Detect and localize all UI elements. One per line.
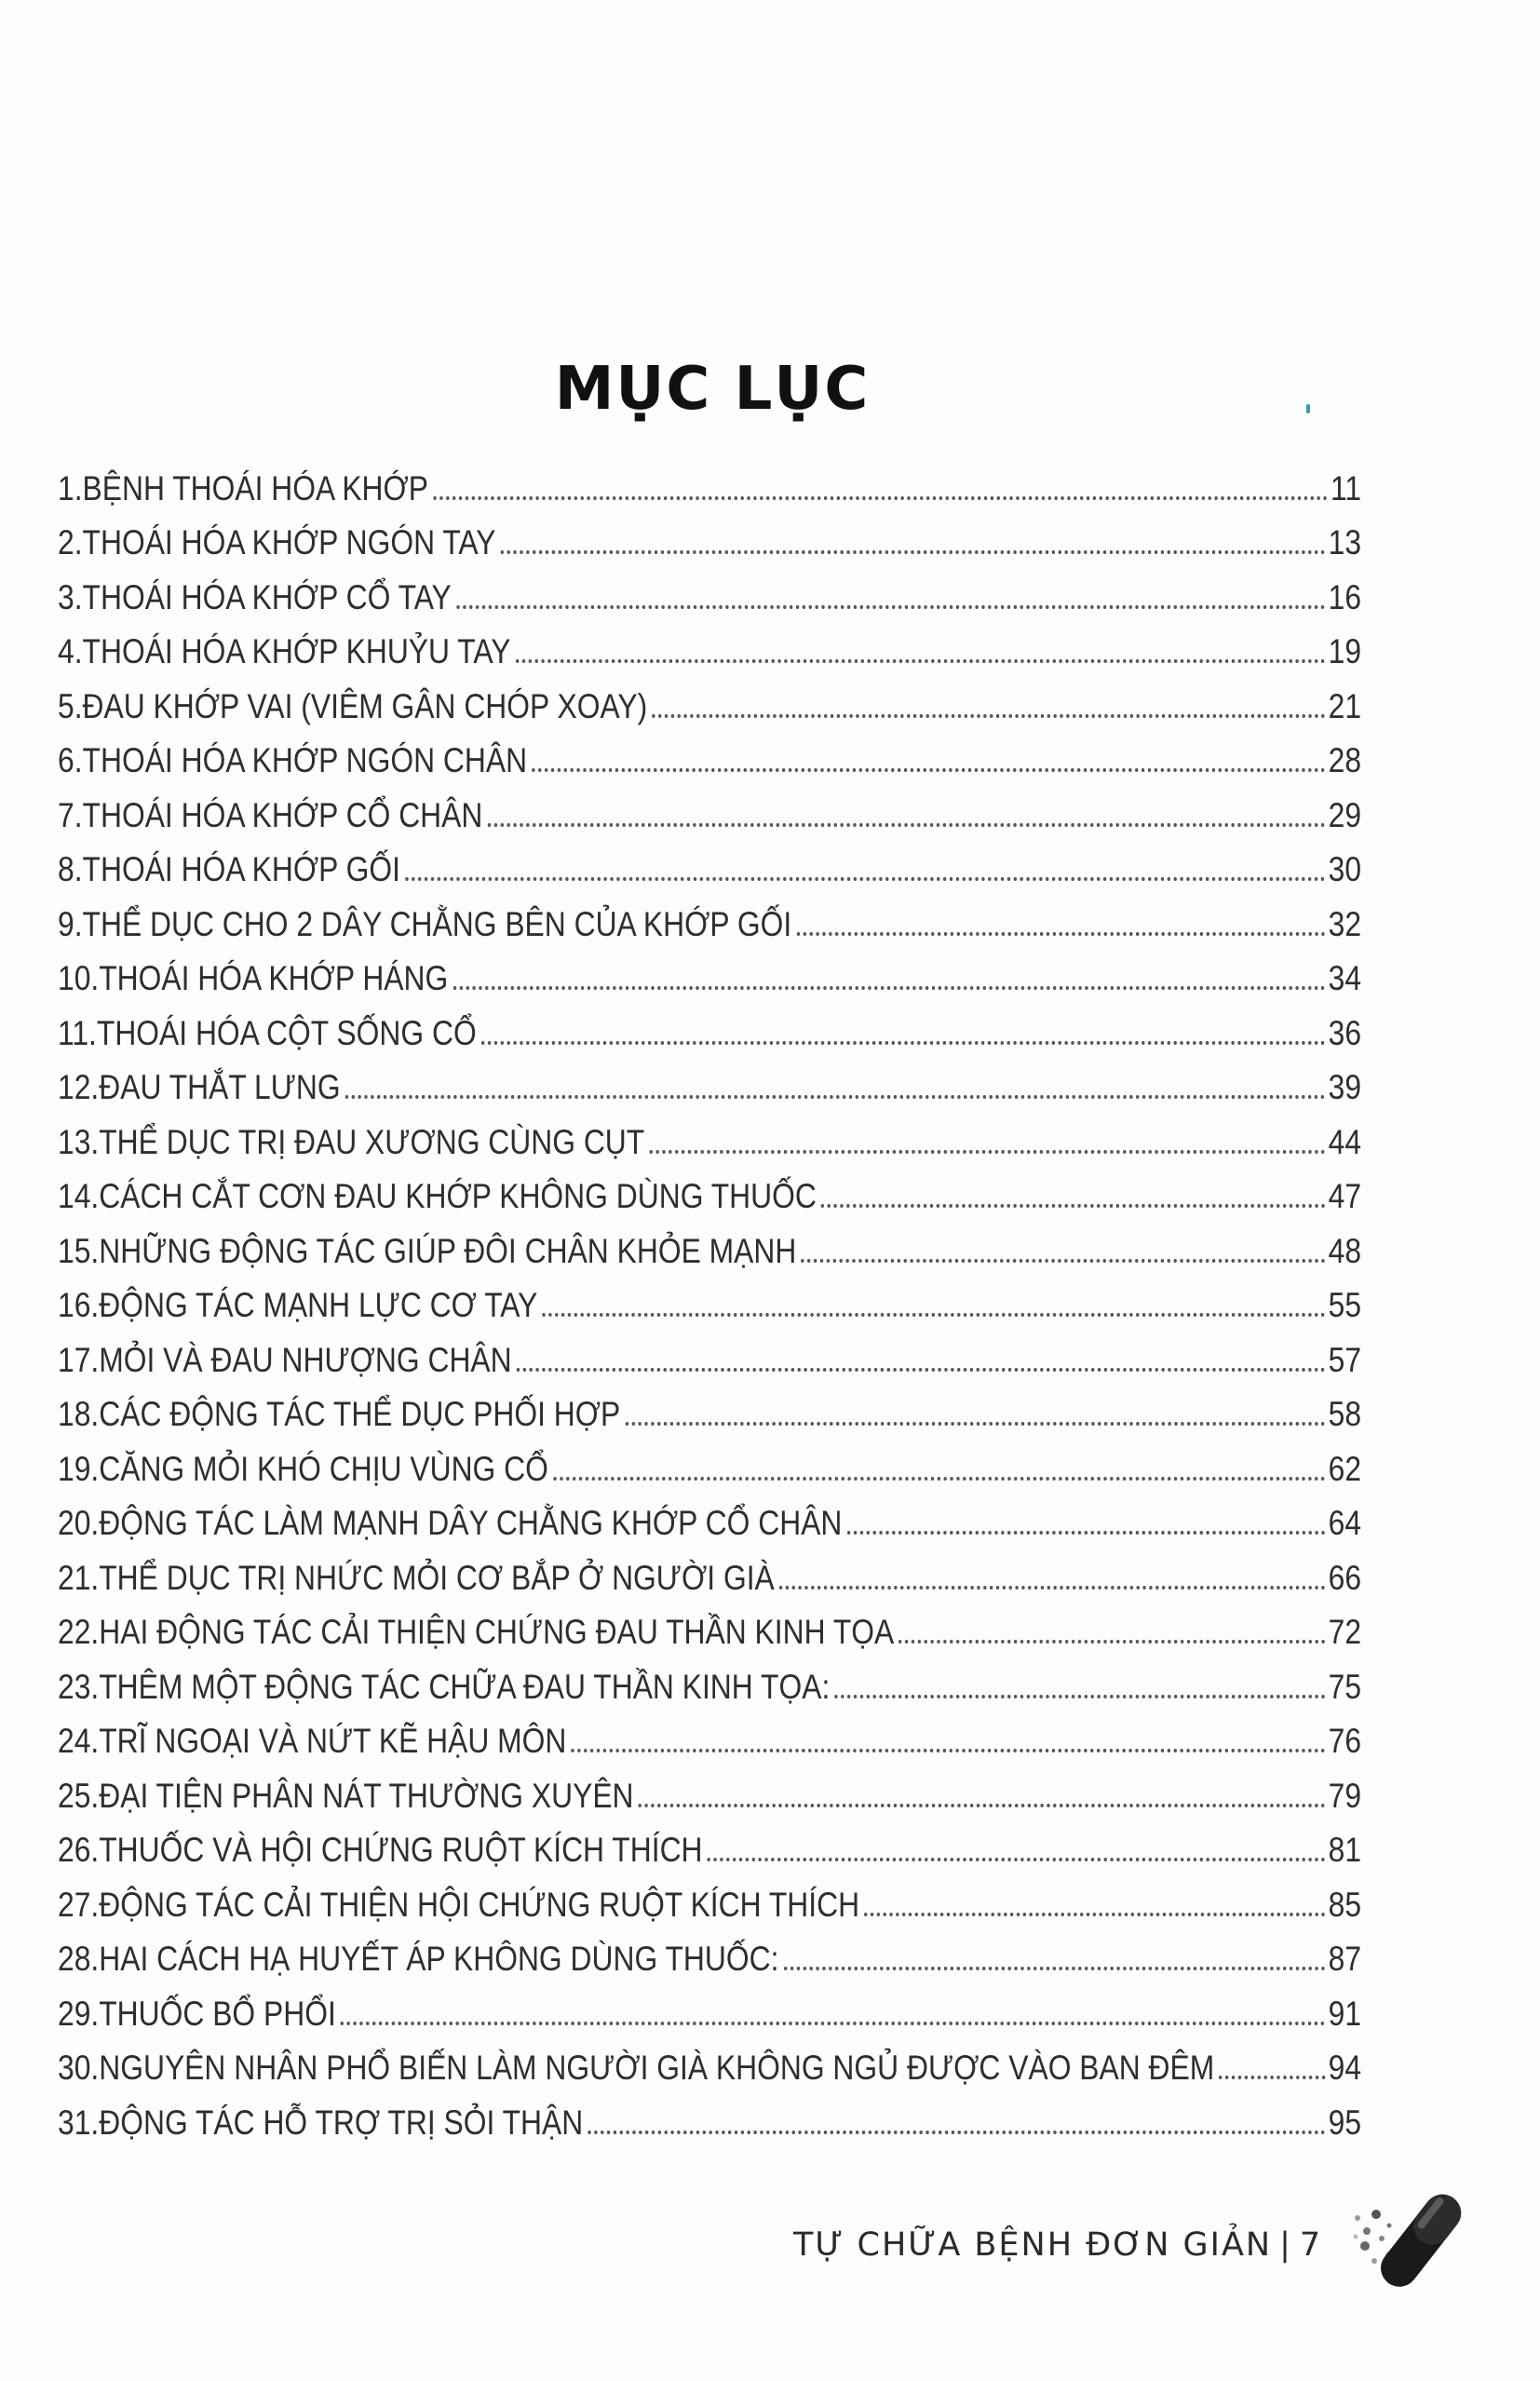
toc-entry-title: THOÁI HÓA KHỚP KHUỶU TAY bbox=[82, 632, 511, 670]
toc-entry-number: 15. bbox=[58, 1231, 100, 1270]
toc-entry-page: 36 bbox=[1328, 1013, 1362, 1052]
toc-entry-title: ĐẠI TIỆN PHÂN NÁT THƯỜNG XUYÊN bbox=[99, 1776, 634, 1815]
dot-leader bbox=[433, 496, 1327, 500]
dot-leader bbox=[341, 2022, 1325, 2025]
toc-entry-page: 44 bbox=[1328, 1122, 1362, 1161]
toc-entry[interactable] bbox=[58, 1761, 1361, 1816]
toc-entry[interactable] bbox=[58, 617, 1361, 672]
toc-entry-title: CÁCH CẮT CƠN ĐAU KHỚP KHÔNG DÙNG THUỐC bbox=[99, 1177, 817, 1215]
dot-leader bbox=[481, 1041, 1325, 1045]
toc-entry-page: 28 bbox=[1328, 741, 1362, 779]
toc-entry-title: THOÁI HÓA KHỚP NGÓN CHÂN bbox=[82, 741, 528, 779]
toc-entry[interactable] bbox=[58, 1053, 1361, 1108]
dot-leader bbox=[345, 1095, 1325, 1099]
dot-leader bbox=[801, 1259, 1325, 1263]
dot-leader bbox=[1219, 2076, 1325, 2079]
toc-entry-number: 6. bbox=[58, 741, 83, 779]
dot-leader bbox=[847, 1531, 1326, 1535]
toc-entry-title: THOÁI HÓA KHỚP HÁNG bbox=[99, 959, 449, 997]
toc-entry-number: 26. bbox=[58, 1831, 100, 1869]
dot-leader bbox=[864, 1913, 1325, 1916]
toc-entry-title: ĐỘNG TÁC CẢI THIỆN HỘI CHỨNG RUỘT KÍCH THÍCH bbox=[99, 1885, 860, 1924]
toc-entry-title: ĐỘNG TÁC HỖ TRỢ TRỊ SỎI THẬN bbox=[99, 2103, 584, 2142]
dot-leader bbox=[784, 1967, 1326, 1970]
toc-entry[interactable] bbox=[58, 780, 1361, 835]
running-footer bbox=[793, 2226, 1322, 2264]
page-title: MỤC LỤC bbox=[554, 354, 871, 424]
toc-entry-number: 31. bbox=[58, 2103, 100, 2142]
toc-entry-number: 8. bbox=[58, 850, 83, 888]
toc-entry-page: 64 bbox=[1328, 1504, 1362, 1542]
toc-entry-number: 12. bbox=[58, 1068, 100, 1106]
toc-entry-page: 76 bbox=[1328, 1722, 1362, 1760]
dot-leader bbox=[834, 1695, 1325, 1698]
toc-entry-title: THUỐC BỔ PHỔI bbox=[99, 1994, 336, 2033]
toc-entry[interactable] bbox=[58, 1107, 1361, 1162]
toc-entry[interactable] bbox=[58, 1434, 1361, 1489]
toc-entry-title: THUỐC VÀ HỘI CHỨNG RUỘT KÍCH THÍCH bbox=[99, 1831, 703, 1869]
toc-entry-page: 32 bbox=[1328, 904, 1362, 943]
toc-entry-number: 13. bbox=[58, 1122, 100, 1161]
toc-entry-page: 11 bbox=[1331, 468, 1362, 507]
toc-entry-page: 29 bbox=[1328, 795, 1362, 834]
dot-leader bbox=[516, 659, 1326, 663]
toc-entry-title: ĐAU THẮT LƯNG bbox=[99, 1068, 341, 1106]
dot-leader bbox=[821, 1204, 1325, 1208]
toc-entry-number: 30. bbox=[58, 2049, 100, 2087]
dot-leader bbox=[898, 1640, 1325, 1644]
toc-entry[interactable] bbox=[58, 2034, 1361, 2089]
dot-leader bbox=[708, 1858, 1326, 1861]
dot-leader bbox=[649, 1150, 1325, 1154]
toc-entry-number: 9. bbox=[58, 904, 83, 943]
toc-entry[interactable] bbox=[58, 1325, 1361, 1380]
toc-entry-title: THOÁI HÓA CỘT SỐNG CỔ bbox=[96, 1013, 477, 1052]
toc-entry-number: 3. bbox=[58, 577, 83, 616]
toc-entry-number: 27. bbox=[58, 1885, 100, 1924]
dot-leader bbox=[453, 986, 1325, 990]
toc-entry-page: 21 bbox=[1328, 686, 1362, 725]
toc-entry[interactable] bbox=[58, 1380, 1361, 1435]
toc-entry[interactable] bbox=[58, 1979, 1361, 2034]
dot-leader bbox=[652, 714, 1325, 718]
toc-entry-title: THỂ DỤC TRỊ ĐAU XƯƠNG CÙNG CỤT bbox=[99, 1122, 645, 1161]
toc-entry-number: 17. bbox=[58, 1340, 100, 1379]
toc-entry-page: 85 bbox=[1328, 1885, 1362, 1924]
toc-entry-title: NHỮNG ĐỘNG TÁC GIÚP ĐÔI CHÂN KHỎE MẠNH bbox=[99, 1231, 797, 1270]
toc-entry-page: 58 bbox=[1328, 1395, 1362, 1433]
toc-entry-title: CĂNG MỎI KHÓ CHỊU VÙNG CỔ bbox=[99, 1449, 548, 1488]
toc-entry-page: 19 bbox=[1328, 632, 1362, 670]
toc-entry-number: 24. bbox=[58, 1722, 100, 1760]
dot-leader bbox=[588, 2131, 1325, 2134]
toc-entry-title: THOÁI HÓA KHỚP NGÓN TAY bbox=[82, 523, 496, 561]
toc-entry-title: TRĨ NGOẠI VÀ NỨT KẼ HẬU MÔN bbox=[99, 1722, 567, 1760]
toc-entry-title: THOÁI HÓA KHỚP GỐI bbox=[82, 850, 400, 888]
toc-entry-number: 14. bbox=[58, 1177, 100, 1215]
toc-entry-page: 79 bbox=[1328, 1776, 1362, 1815]
toc-entry[interactable] bbox=[58, 508, 1361, 563]
footer-book-title: TỰ CHỮA BỆNH ĐƠN GIẢN bbox=[793, 2226, 1273, 2264]
toc-entry[interactable] bbox=[58, 671, 1361, 726]
toc-entry-number: 7. bbox=[58, 795, 83, 834]
toc-entry-title: THOÁI HÓA KHỚP CỔ TAY bbox=[82, 577, 452, 616]
toc-entry[interactable] bbox=[58, 562, 1361, 617]
toc-entry-title: THỂ DỤC CHO 2 DÂY CHẰNG BÊN CỦA KHỚP GỐI bbox=[82, 904, 792, 943]
dot-leader bbox=[796, 932, 1325, 936]
toc-entry-page: 95 bbox=[1328, 2103, 1362, 2142]
toc-entry-title: NGUYÊN NHÂN PHỔ BIẾN LÀM NGƯỜI GIÀ KHÔNG NGỦ ĐƯỢC VÀO BAN ĐÊM bbox=[99, 2049, 1215, 2087]
toc-entry-page: 87 bbox=[1328, 1940, 1362, 1978]
toc-entry-page: 48 bbox=[1328, 1231, 1362, 1270]
toc-entry[interactable] bbox=[58, 2088, 1361, 2143]
toc-entry-number: 18. bbox=[58, 1395, 100, 1433]
toc-entry-page: 91 bbox=[1328, 1994, 1362, 2033]
toc-entry-page: 62 bbox=[1328, 1449, 1362, 1488]
toc-entry-page: 81 bbox=[1328, 1831, 1362, 1869]
toc-entry-title: THỂ DỤC TRỊ NHỨC MỎI CƠ BẮP Ở NGƯỜI GIÀ bbox=[99, 1558, 775, 1597]
toc-entry[interactable] bbox=[58, 1216, 1361, 1271]
toc-entry[interactable] bbox=[58, 1162, 1361, 1217]
toc-entry-title: ĐỘNG TÁC LÀM MẠNH DÂY CHẰNG KHỚP CỔ CHÂN bbox=[99, 1504, 843, 1542]
toc-entry-title: BỆNH THOÁI HÓA KHỚP bbox=[82, 468, 429, 507]
toc-entry[interactable] bbox=[58, 1816, 1361, 1871]
toc-entry-number: 11. bbox=[58, 1013, 97, 1052]
toc-entry-page: 75 bbox=[1328, 1667, 1362, 1706]
toc-entry[interactable] bbox=[58, 835, 1361, 890]
toc-entry-number: 1. bbox=[58, 468, 83, 507]
toc-entry[interactable] bbox=[58, 1543, 1361, 1598]
toc-entry-number: 23. bbox=[58, 1667, 100, 1706]
toc-entry-title: MỎI VÀ ĐAU NHƯỢNG CHÂN bbox=[99, 1340, 512, 1379]
toc-entry-page: 30 bbox=[1328, 850, 1362, 888]
toc-entry[interactable] bbox=[58, 1652, 1361, 1707]
toc-entry-number: 28. bbox=[58, 1940, 100, 1978]
toc-entry[interactable] bbox=[58, 1925, 1361, 1980]
toc-entry-page: 47 bbox=[1328, 1177, 1362, 1215]
toc-entry[interactable] bbox=[58, 889, 1361, 944]
toc-entry-page: 57 bbox=[1328, 1340, 1362, 1379]
toc-entry-title: HAI ĐỘNG TÁC CẢI THIỆN CHỨNG ĐAU THẦN KINH TỌA bbox=[99, 1613, 895, 1651]
toc-entry[interactable] bbox=[58, 726, 1361, 781]
toc-entry[interactable] bbox=[58, 1870, 1361, 1925]
pill-capsule-icon bbox=[1348, 2171, 1479, 2311]
toc-entry-number: 4. bbox=[58, 632, 83, 670]
dot-leader bbox=[625, 1422, 1325, 1426]
toc-entry[interactable] bbox=[58, 1707, 1361, 1762]
toc-entry[interactable] bbox=[58, 1598, 1361, 1653]
toc-entry[interactable] bbox=[58, 453, 1361, 508]
toc-entry[interactable] bbox=[58, 1271, 1361, 1326]
toc-entry-number: 5. bbox=[58, 686, 83, 725]
toc-entry-title: ĐỘNG TÁC MẠNH LỰC CƠ TAY bbox=[99, 1286, 538, 1324]
toc-entry-title: HAI CÁCH HẠ HUYẾT ÁP KHÔNG DÙNG THUỐC: bbox=[99, 1940, 779, 1978]
toc-entry-number: 29. bbox=[58, 1994, 100, 2033]
toc-entry[interactable] bbox=[58, 998, 1361, 1053]
toc-entry-page: 34 bbox=[1328, 959, 1362, 997]
dot-leader bbox=[405, 877, 1325, 881]
toc-entry-number: 20. bbox=[58, 1504, 100, 1542]
toc-entry[interactable] bbox=[58, 1489, 1361, 1544]
toc-entry-number: 25. bbox=[58, 1776, 100, 1815]
table-of-contents bbox=[58, 453, 1361, 2143]
toc-entry-title: THOÁI HÓA KHỚP CỔ CHÂN bbox=[82, 795, 483, 834]
dot-leader bbox=[572, 1749, 1326, 1752]
toc-entry[interactable] bbox=[58, 944, 1361, 999]
dot-leader bbox=[501, 550, 1326, 554]
dot-leader bbox=[456, 605, 1325, 609]
toc-entry-title: ĐAU KHỚP VAI (VIÊM GÂN CHÓP XOAY) bbox=[82, 686, 648, 725]
toc-entry-number: 2. bbox=[58, 523, 83, 561]
dot-leader bbox=[553, 1477, 1325, 1481]
toc-entry-page: 66 bbox=[1328, 1558, 1362, 1597]
toc-entry-page: 39 bbox=[1328, 1068, 1362, 1106]
dot-leader bbox=[488, 823, 1326, 827]
toc-entry-number: 10. bbox=[58, 959, 100, 997]
toc-entry-number: 21. bbox=[58, 1558, 100, 1597]
toc-entry-page: 16 bbox=[1328, 577, 1362, 616]
toc-entry-page: 94 bbox=[1328, 2049, 1362, 2087]
dot-leader bbox=[532, 768, 1325, 772]
toc-entry-title: CÁC ĐỘNG TÁC THỂ DỤC PHỐI HỢP bbox=[99, 1395, 621, 1433]
dot-leader bbox=[779, 1586, 1325, 1590]
toc-entry-page: 72 bbox=[1328, 1613, 1362, 1651]
toc-entry-page: 13 bbox=[1328, 523, 1362, 561]
toc-entry-number: 16. bbox=[58, 1286, 100, 1324]
toc-entry-number: 22. bbox=[58, 1613, 100, 1651]
toc-entry-number: 19. bbox=[58, 1449, 100, 1488]
footer-separator: | bbox=[1279, 2226, 1292, 2264]
toc-entry-title: THÊM MỘT ĐỘNG TÁC CHỮA ĐAU THẦN KINH TỌA: bbox=[99, 1667, 831, 1706]
toc-entry-page: 55 bbox=[1328, 1286, 1362, 1324]
footer-page-number: 7 bbox=[1299, 2226, 1323, 2264]
dot-leader bbox=[543, 1313, 1326, 1317]
dot-leader bbox=[517, 1368, 1325, 1372]
dot-leader bbox=[639, 1804, 1326, 1807]
